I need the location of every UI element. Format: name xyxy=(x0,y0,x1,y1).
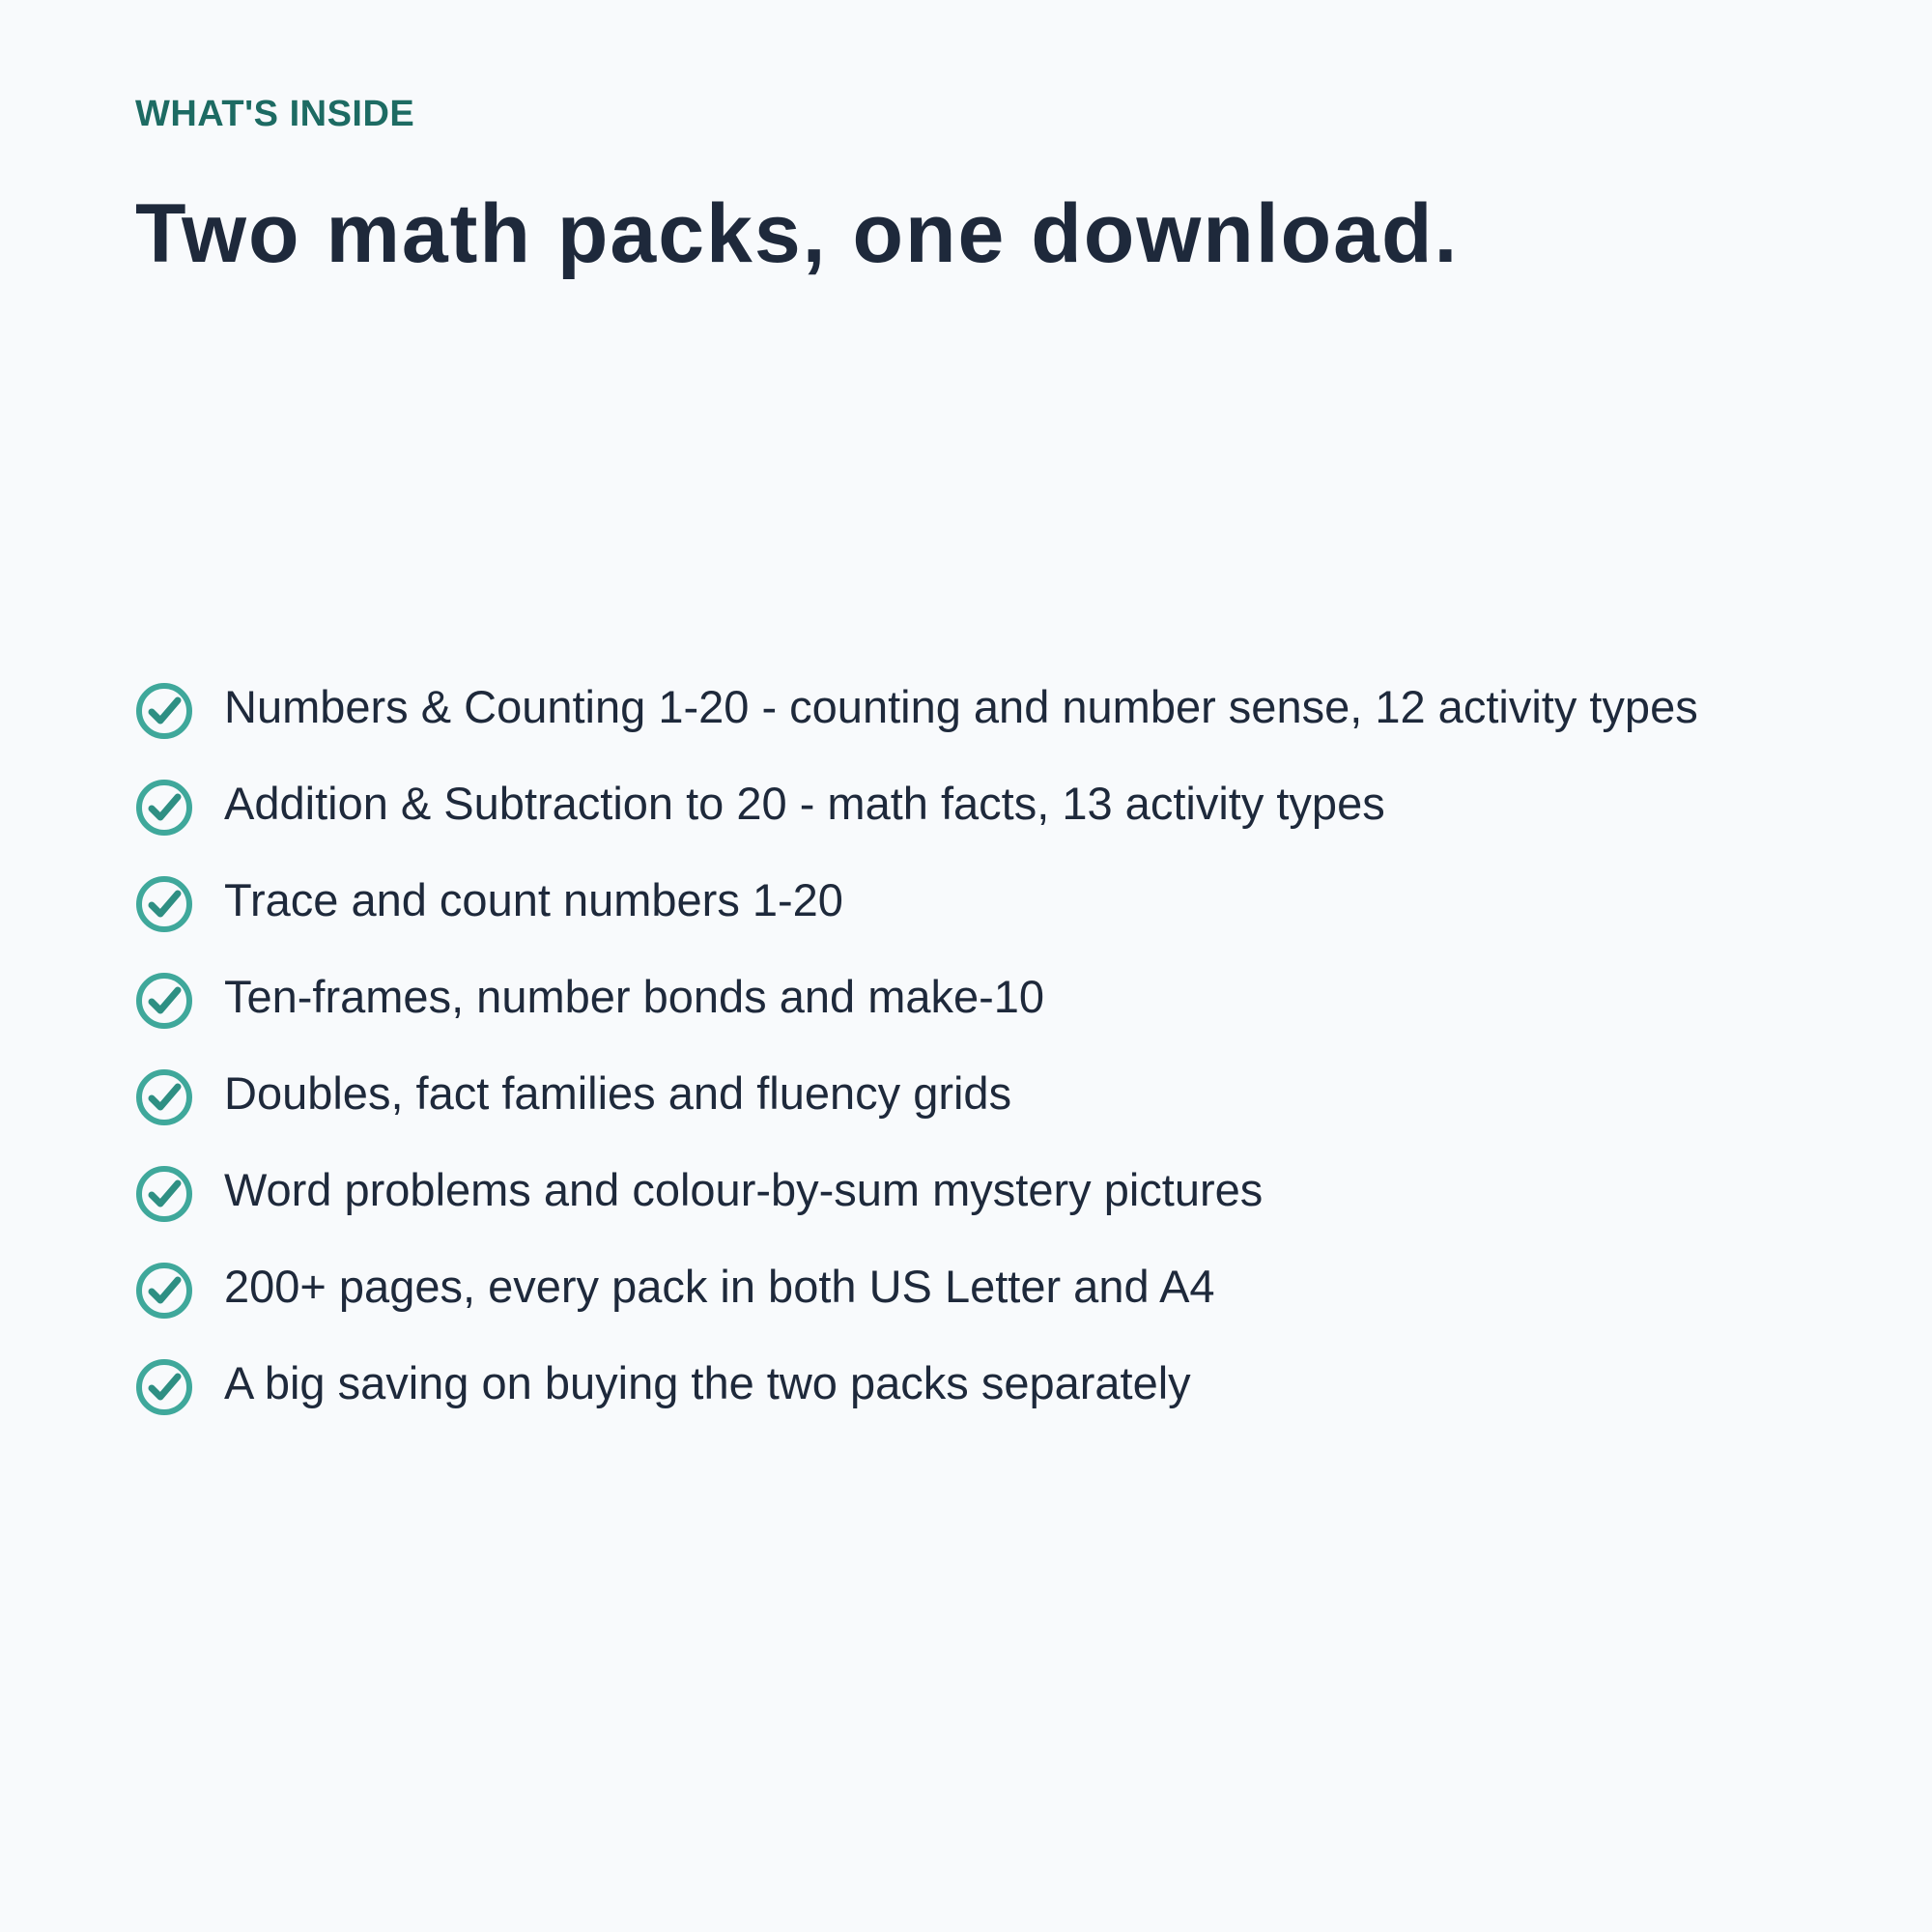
check-circle-icon xyxy=(135,1262,193,1320)
list-item xyxy=(135,1146,1874,1242)
list-item xyxy=(135,856,1874,952)
feature-text: Numbers & Counting 1-20 - counting and number sense, 12 activity types xyxy=(224,681,1698,732)
feature-text: Addition & Subtraction to 20 - math facts, 13 activity types xyxy=(224,778,1385,829)
list-item xyxy=(135,1049,1874,1146)
feature-text: Word problems and colour-by-sum mystery pictures xyxy=(224,1164,1264,1215)
check-circle-icon xyxy=(135,1068,193,1126)
check-circle-icon xyxy=(135,875,193,933)
list-item xyxy=(135,759,1874,856)
section-eyebrow: WHAT'S INSIDE xyxy=(135,94,415,134)
check-circle-icon xyxy=(135,779,193,837)
check-circle-icon xyxy=(135,1165,193,1223)
feature-text: Ten-frames, number bonds and make-10 xyxy=(224,971,1045,1022)
list-item xyxy=(135,1242,1874,1339)
check-circle-icon xyxy=(135,972,193,1030)
list-item xyxy=(135,1339,1874,1435)
check-circle-icon xyxy=(135,1358,193,1416)
page-title: Two math packs, one download. xyxy=(135,187,1460,280)
check-circle-icon xyxy=(135,682,193,740)
feature-text: A big saving on buying the two packs separately xyxy=(224,1357,1191,1408)
feature-text: Trace and count numbers 1-20 xyxy=(224,874,843,925)
feature-text: Doubles, fact families and fluency grids xyxy=(224,1067,1012,1119)
feature-list xyxy=(135,663,1874,1435)
list-item xyxy=(135,952,1874,1049)
list-item xyxy=(135,663,1874,759)
feature-text: 200+ pages, every pack in both US Letter and A4 xyxy=(224,1261,1215,1312)
